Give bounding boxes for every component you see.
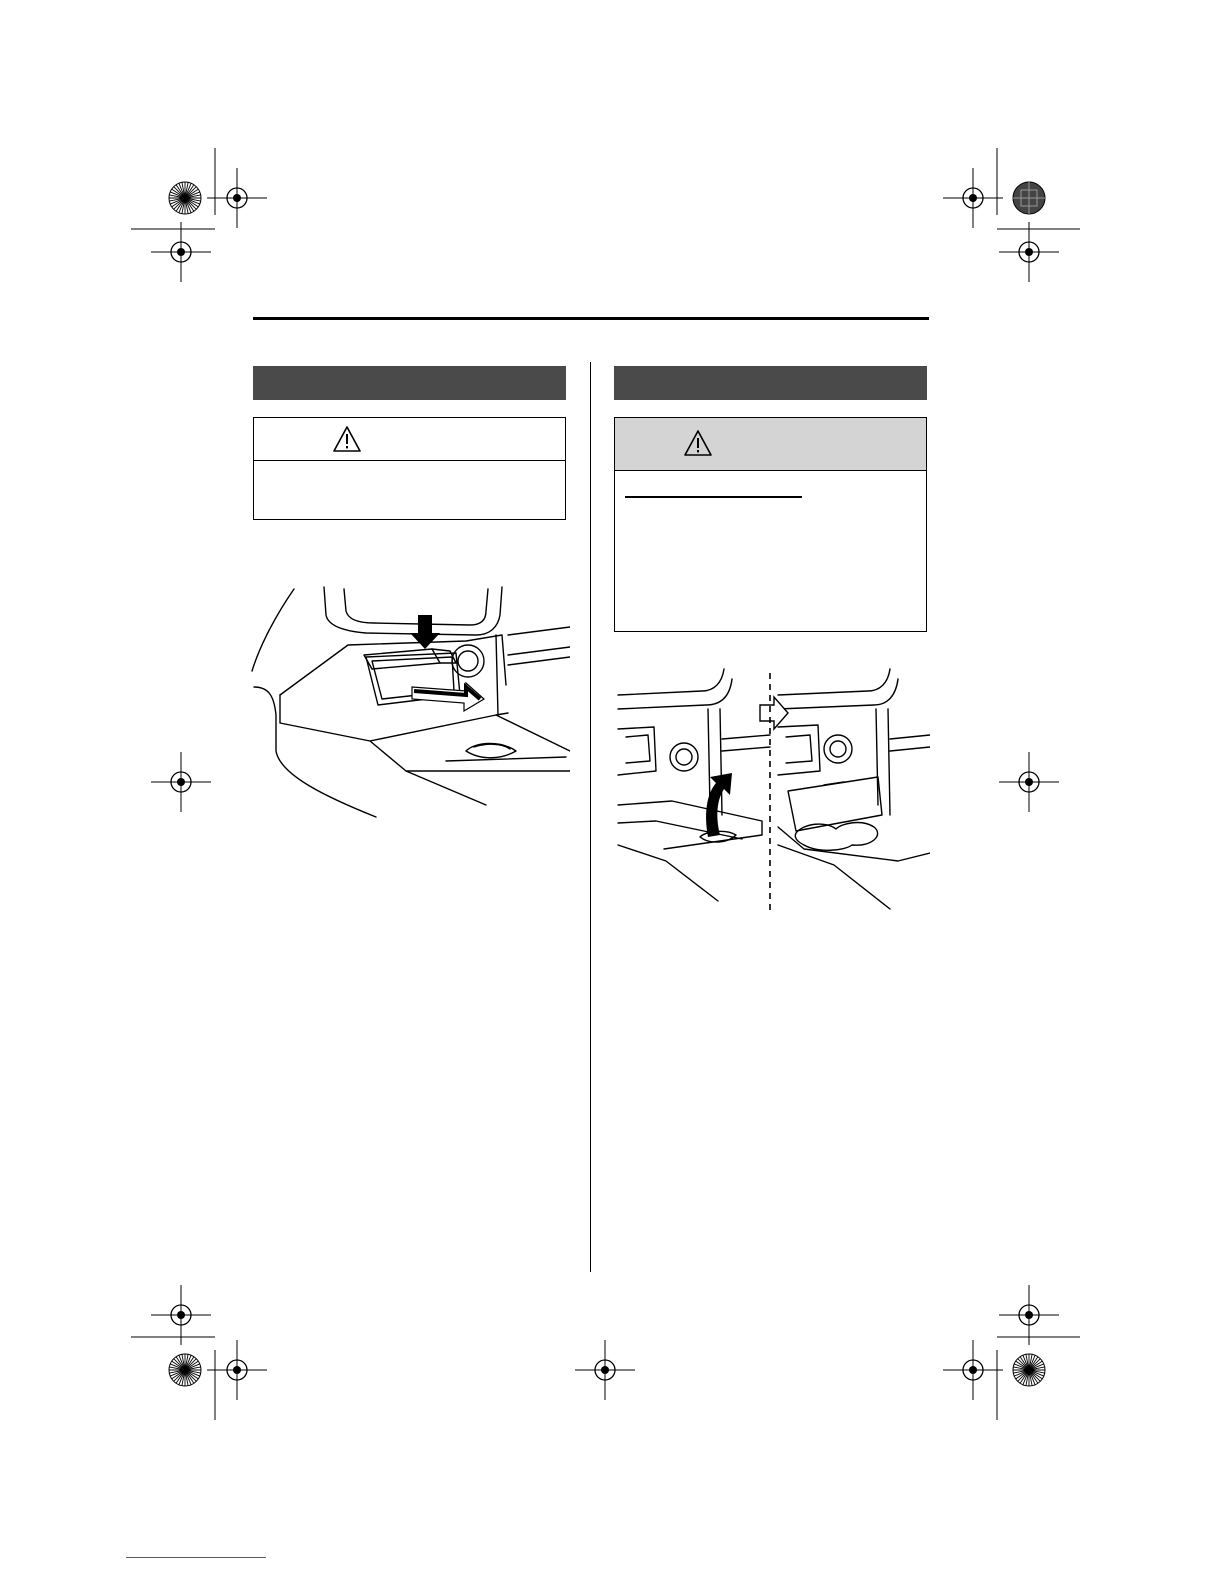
warning-triangle-icon (332, 425, 362, 453)
color-wheel-mark-bottom-left (169, 1354, 201, 1386)
footer-link-underline[interactable] (126, 1557, 266, 1558)
crosshair-target-icon (151, 752, 211, 812)
crosshair-target-icon (207, 1340, 267, 1400)
crosshair-target-icon (943, 168, 1003, 228)
crosshair-target-icon (575, 1340, 635, 1400)
crosshair-target-icon (999, 1285, 1059, 1345)
right-section-header (614, 366, 927, 400)
left-section-header (253, 366, 566, 400)
header-rule (253, 317, 929, 320)
caution-box (253, 417, 566, 520)
warning-triangle-icon (683, 429, 713, 457)
ashtray-removal-illustration (246, 575, 570, 820)
down-arrow-icon (410, 615, 440, 649)
crosshair-target-icon (999, 752, 1059, 812)
crosshair-target-icon (999, 222, 1059, 282)
warning-box (614, 417, 927, 632)
cupholder-opening-illustration (612, 665, 930, 915)
warning-box-header (615, 418, 926, 471)
column-divider (590, 362, 591, 1272)
crosshair-target-icon (151, 1285, 211, 1345)
warning-subheading-underline (625, 496, 802, 498)
crosshair-target-icon (943, 1340, 1003, 1400)
crosshair-target-icon (207, 168, 267, 228)
right-arrow-icon (412, 683, 484, 711)
color-wheel-mark-top-left (169, 182, 201, 214)
caution-box-header (254, 418, 565, 461)
outline-right-arrow-icon (760, 697, 788, 729)
crosshair-target-icon (151, 222, 211, 282)
color-wheel-mark-top-right (1013, 182, 1045, 214)
color-wheel-mark-bottom-right (1013, 1354, 1045, 1386)
